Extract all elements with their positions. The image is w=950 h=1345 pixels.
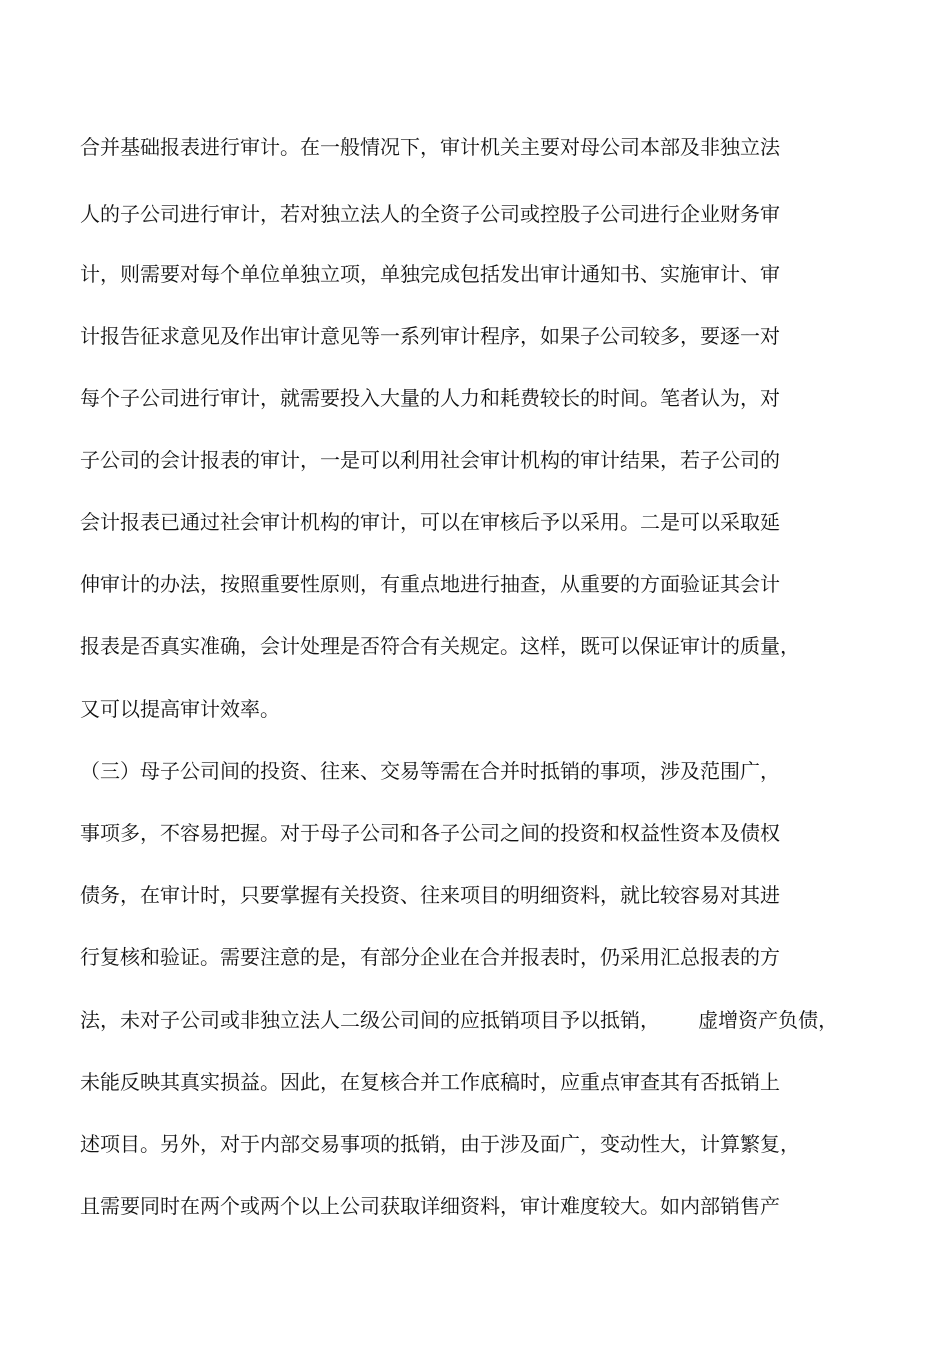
text-line: 报表是否真实准确，会计处理是否符合有关规定。这样，既可以保证审计的质量，: [80, 634, 800, 658]
text-line: 法，未对子公司或非独立法人二级公司间的应抵销项目予以抵销， 虚增资产负债，: [80, 1008, 839, 1032]
text-line: 且需要同时在两个或两个以上公司获取详细资料，审计难度较大。如内部销售产: [80, 1194, 780, 1218]
text-line: 述项目。另外，对于内部交易事项的抵销，由于涉及面广，变动性大，计算繁复，: [80, 1132, 800, 1156]
text-line: 行复核和验证。需要注意的是，有部分企业在合并报表时，仍采用汇总报表的方: [80, 945, 780, 969]
text-line: 计报告征求意见及作出审计意见等一系列审计程序，如果子公司较多，要逐一对: [80, 324, 780, 348]
text-line: 子公司的会计报表的审计，一是可以利用社会审计机构的审计结果，若子公司的: [80, 448, 780, 472]
text-line: 未能反映其真实损益。因此，在复核合并工作底稿时，应重点审查其有否抵销上: [80, 1070, 780, 1094]
text-line: 每个子公司进行审计，就需要投入大量的人力和耗费较长的时间。笔者认为，对: [80, 386, 780, 410]
text-line: 事项多，不容易把握。对于母子公司和各子公司之间的投资和权益性资本及债权: [80, 821, 780, 845]
text-line: 计，则需要对每个单位单独立项，单独完成包括发出审计通知书、实施审计、审: [80, 262, 780, 286]
section-heading-line: （三）母子公司间的投资、往来、交易等需在合并时抵销的事项，涉及范围广，: [80, 759, 780, 783]
text-line: 人的子公司进行审计，若对独立法人的全资子公司或控股子公司进行企业财务审: [80, 202, 780, 226]
text-line: 又可以提高审计效率。: [80, 697, 280, 721]
text-line: 合并基础报表进行审计。在一般情况下，审计机关主要对母公司本部及非独立法: [80, 135, 780, 159]
text-line: 会计报表已通过社会审计机构的审计，可以在审核后予以采用。二是可以采取延: [80, 510, 780, 534]
text-line: 伸审计的办法，按照重要性原则，有重点地进行抽查，从重要的方面验证其会计: [80, 572, 780, 596]
text-line: 债务，在审计时，只要掌握有关投资、往来项目的明细资料，就比较容易对其进: [80, 883, 780, 907]
